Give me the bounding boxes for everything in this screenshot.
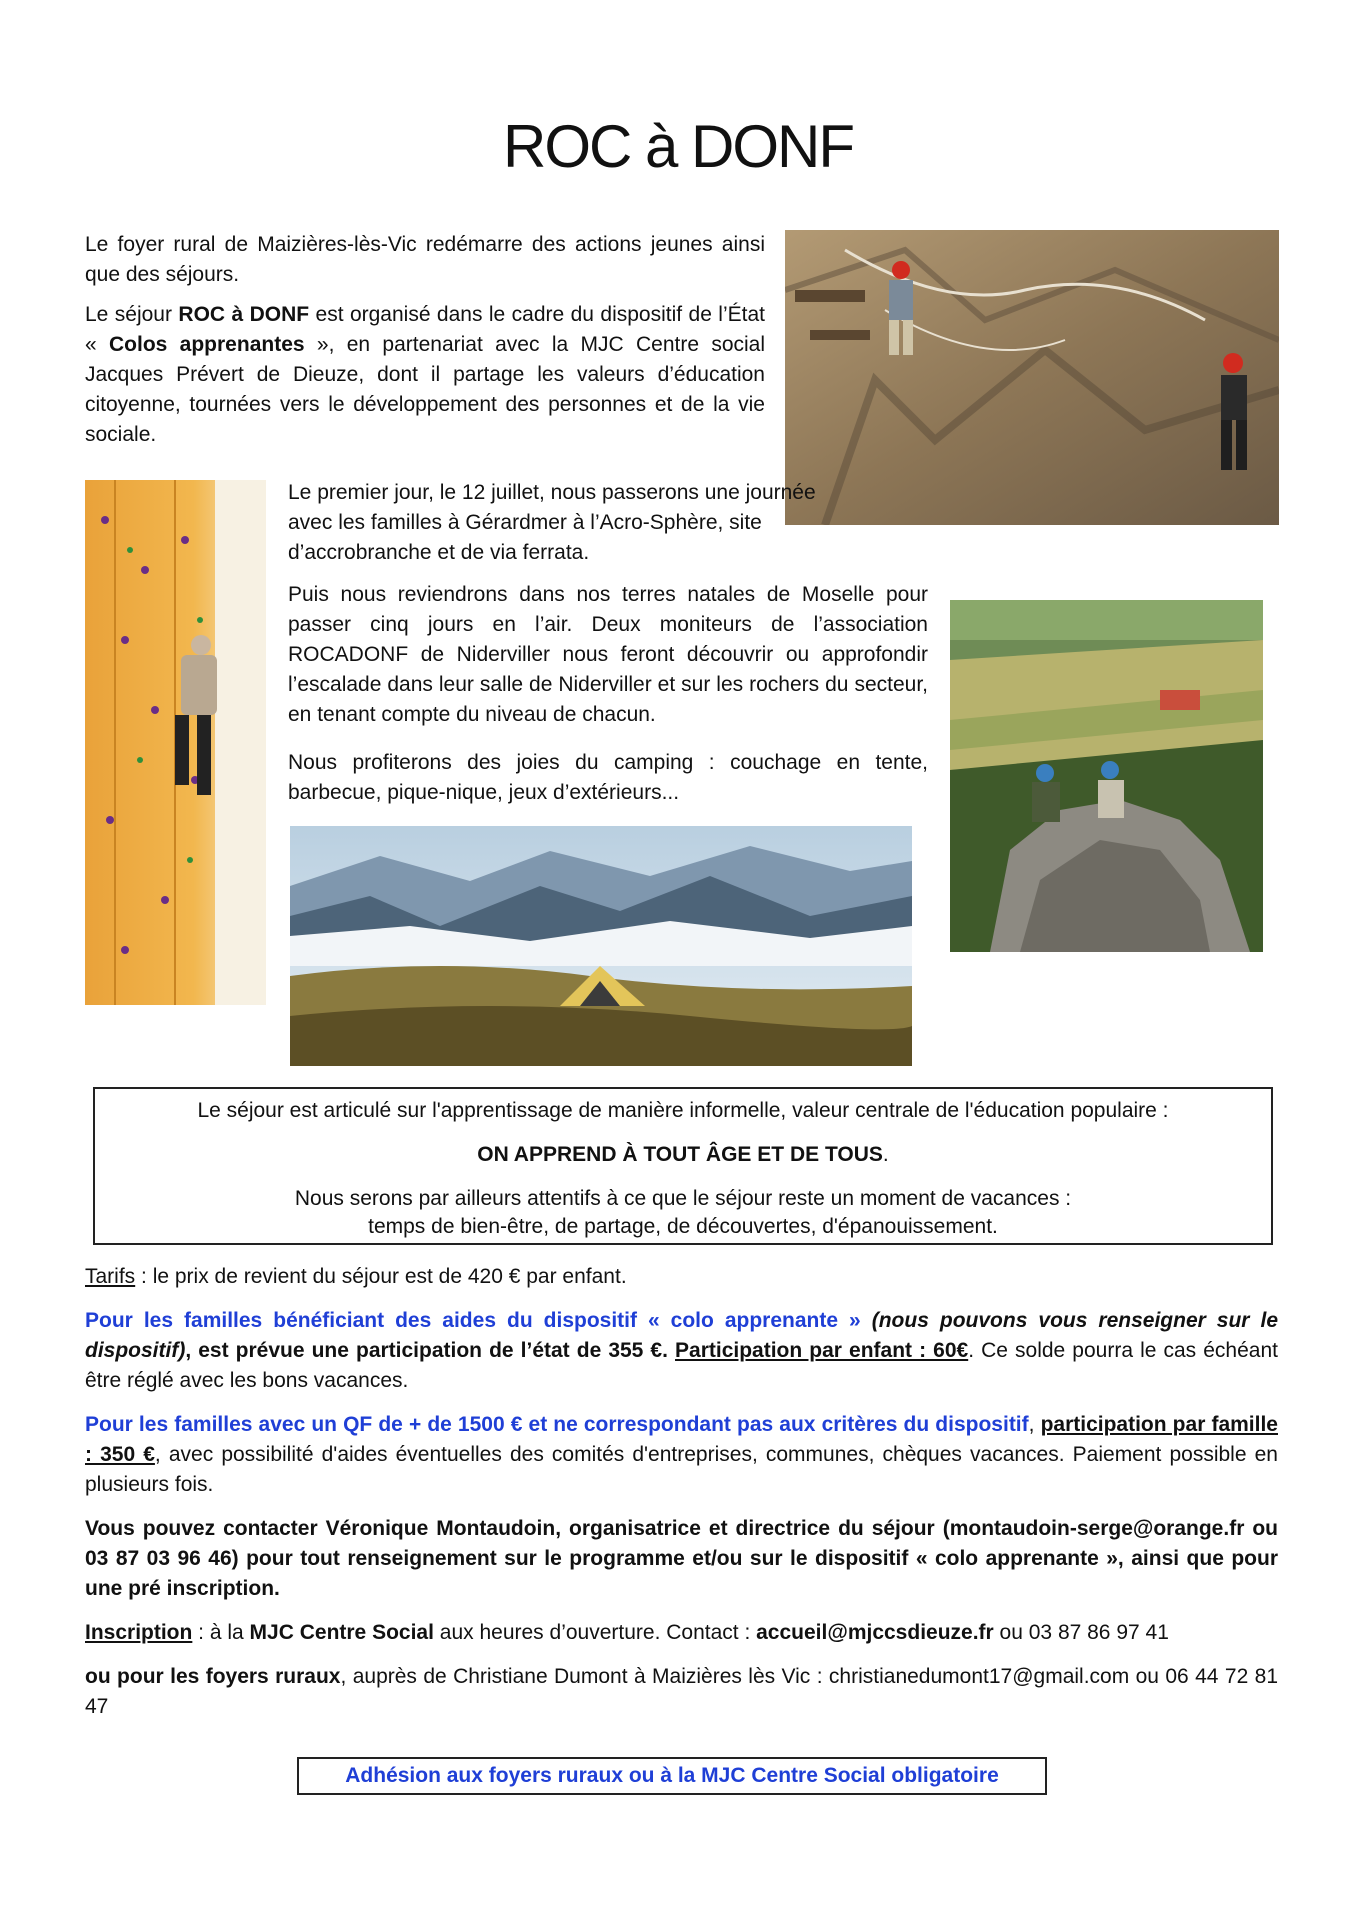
tarifs-paragraph [85, 1262, 1278, 1292]
foyers-contact: , auprès de Christiane Dumont à Maizières lès Vic : christianedumont17@gmail.com ou 06 44 72 81 47 [85, 1665, 1278, 1718]
info-box-line-3: Nous serons par ailleurs attentifs à ce que le séjour reste un moment de vacances : [294, 1187, 1072, 1210]
inscription-text: aux heures d’ouverture. Contact : [433, 1621, 757, 1644]
intro-program-name: Colos apprenantes [109, 333, 305, 356]
intro-text: », en partenariat avec la MJC Centre social Jacques Prévert de Dieuze, dont il partage les valeurs d’éducation citoyenne, tournées vers le développement des personnes et de la vie sociale. [85, 333, 766, 446]
inscription-text: : à la [192, 1621, 250, 1644]
inscription-label: Inscription [85, 1621, 193, 1644]
camping-paragraph: Nous profiterons des joies du camping : couchage en tente, barbecue, pique-nique, jeux d’extérieurs... [288, 751, 928, 804]
intro-block [85, 230, 765, 450]
info-box [93, 1087, 1273, 1245]
intro-text: est organisé dans le cadre du dispositif de l’État « [85, 303, 765, 356]
aides-note: (nous pouvons vous renseigner sur le dispositif) [85, 1309, 1278, 1362]
via-ferrata-photo [785, 230, 1279, 525]
motto-text: ON APPREND À TOUT ÂGE ET DE TOUS [477, 1143, 883, 1166]
inscription-mjc: MJC Centre Social [249, 1621, 434, 1644]
pricing-section [85, 1262, 1278, 1722]
info-box-motto [95, 1141, 1271, 1169]
contact-paragraph: Vous pouvez contacter Véronique Montaudoin, organisatrice et directrice du séjour (montaudoin-serge@orange.fr ou 03 87 03 96 46) pour tout renseignement sur le programme et/ou sur le dispositif « colo apprenante », ainsi que pour une pré inscription. [85, 1517, 1278, 1600]
foyers-label: ou pour les foyers ruraux [85, 1665, 341, 1688]
motto-end: . [882, 1143, 889, 1166]
intro-paragraph-1: Le foyer rural de Maizières-lès-Vic redémarre des actions jeunes ainsi que des séjours. [85, 233, 765, 286]
inscription-phone: ou 03 87 86 97 41 [993, 1621, 1169, 1644]
info-box-line-4: temps de bien-être, de partage, de découvertes, d'épanouissement. [368, 1215, 998, 1238]
intro-stay-name: ROC à DONF [178, 303, 310, 326]
inscription-paragraph [85, 1618, 1278, 1648]
aides-highlight: Pour les familles bénéficiant des aides du dispositif « colo apprenante » [85, 1309, 861, 1332]
moselle-paragraph: Puis nous reviendrons dans nos terres natales de Moselle pour passer cinq jours en l’air. Deux moniteurs de l’association ROCADONF de Niderviller nous feront découvrir ou approfondir l’escalade dans leur salle de Niderviller et sur les rochers du secteur, en tenant compte du niveau de chacun. [288, 583, 928, 726]
climbing-wall-photo [85, 480, 266, 1005]
intro-paragraph-2 [85, 300, 765, 450]
climbers-summit-photo [950, 600, 1263, 952]
info-box-line-1: Le séjour est articulé sur l'apprentissage de manière informelle, valeur centrale de l'éducation populaire : [197, 1099, 1169, 1122]
page-title: ROC à DONF [502, 113, 854, 180]
membership-notice-box [297, 1757, 1047, 1795]
aides-rest: . Ce solde pourra le cas échéant être réglé avec les bons vacances. [85, 1339, 1278, 1392]
qf-comma: , [1028, 1413, 1041, 1436]
aides-child-price: Participation par enfant : 60€ [675, 1339, 969, 1362]
aides-participation: , est prévue une participation de l’état de 355 €. [185, 1339, 676, 1362]
day-one-paragraph: Le premier jour, le 12 juillet, nous passerons une journée avec les familles à Gérardmer à l’Acro-Sphère, site d’accrobranche et de via ferrata. [288, 481, 816, 564]
tarifs-label: Tarifs [85, 1265, 136, 1288]
tent-landscape-photo [290, 826, 912, 1066]
qf-highlight: Pour les familles avec un QF de + de 1500 € et ne correspondant pas aux critères du dispositif [85, 1413, 1029, 1436]
intro-text: Le séjour [85, 303, 179, 326]
foyers-paragraph [85, 1662, 1278, 1722]
qf-rest: , avec possibilité d'aides éventuelles des comités d'entreprises, communes, chèques vacances. Paiement possible en plusieurs fois. [85, 1443, 1278, 1496]
qf-family-price: participation par famille : 350 € [85, 1413, 1278, 1466]
qf-paragraph [85, 1410, 1278, 1500]
membership-notice: Adhésion aux foyers ruraux ou à la MJC Centre Social obligatoire [345, 1764, 999, 1787]
inscription-email[interactable]: accueil@mjccsdieuze.fr [756, 1621, 994, 1644]
aides-paragraph [85, 1306, 1278, 1396]
tarifs-text: : le prix de revient du séjour est de 420 € par enfant. [135, 1265, 627, 1288]
